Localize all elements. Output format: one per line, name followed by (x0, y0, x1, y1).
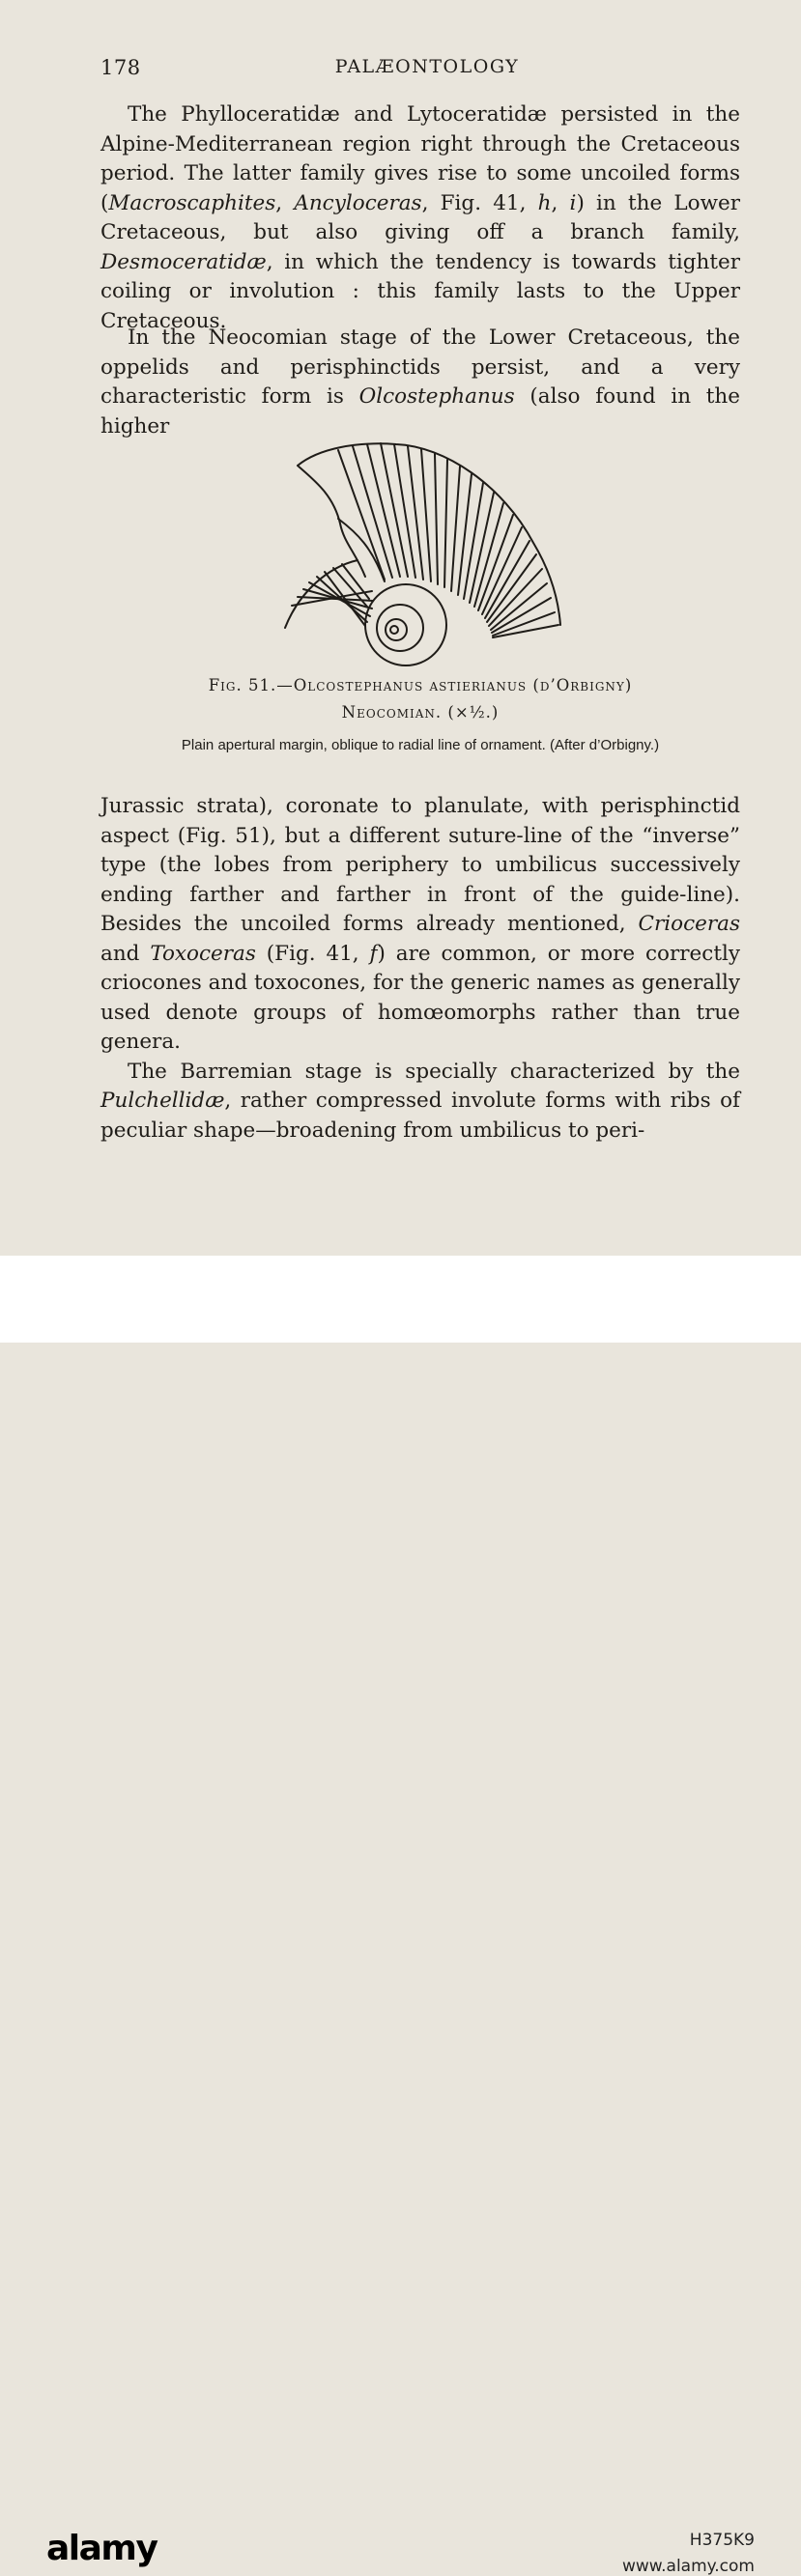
ammonite-shell-icon (280, 437, 570, 673)
page-number: 178 (100, 56, 141, 79)
alamy-logo: alamy (46, 2529, 157, 2568)
figure-caption-title: Fig. 51.—Olcostephanus astierianus (d’Orbigny) (208, 676, 633, 694)
paragraph-3: Jurassic strata), coronate to planulate, with perisphinctid aspect (Fig. 51), but a different suture-line of the “inverse” type (the lobes from periphery to umbilicus successively ending farther and farther in front of the guide-line). Besides the uncoiled forms already mentioned, Crioceras and Toxoceras (Fig. 41, f) are common, or more correctly criocones and toxocones, for the generic names as generally used denote groups of homœomorphs rather than true genera. The Barremian stage is specially characterized by the Pulchellidæ, rather compressed involute forms with ribs of peculiar shape—broadening from umbilicus to peri- (100, 792, 740, 1146)
paragraph-2: In the Neocomian stage of the Lower Cretaceous, the oppelids and perisphinctids persist, and a very characteristic form is Olcostephanus (also found in the higher (100, 326, 740, 439)
figure-caption-stage: Neocomian. (×½.) (341, 703, 500, 722)
image-id: H375K9 (689, 2531, 755, 2550)
book-page (0, 0, 801, 1256)
figure-caption-note: Plain apertural margin, oblique to radial line of ornament. (After d’Orbigny.) (181, 737, 660, 753)
watermark-footer (0, 1256, 801, 2576)
running-title: PALÆONTOLOGY (334, 56, 520, 77)
site-url: www.alamy.com (621, 2557, 755, 2576)
paragraph-4: The Barremian stage is specially characterized by the Pulchellidæ, rather compressed involute forms with ribs of peculiar shape—broadening from umbilicus to peri- (100, 1059, 740, 1143)
paragraph-1: The Phylloceratidæ and Lytoceratidæ persisted in the Alpine-Mediterranean region right through the Cretaceous period. The latter family gives rise to some uncoiled forms (Macroscaphites, Ancyloceras, Fig. 41, h, i) in the Lower Cretaceous, but also giving off a branch family, Desmoceratidæ, in which the tendency is towards tighter coiling or involution : this family lasts to the Upper Cretaceous. (100, 102, 741, 333)
